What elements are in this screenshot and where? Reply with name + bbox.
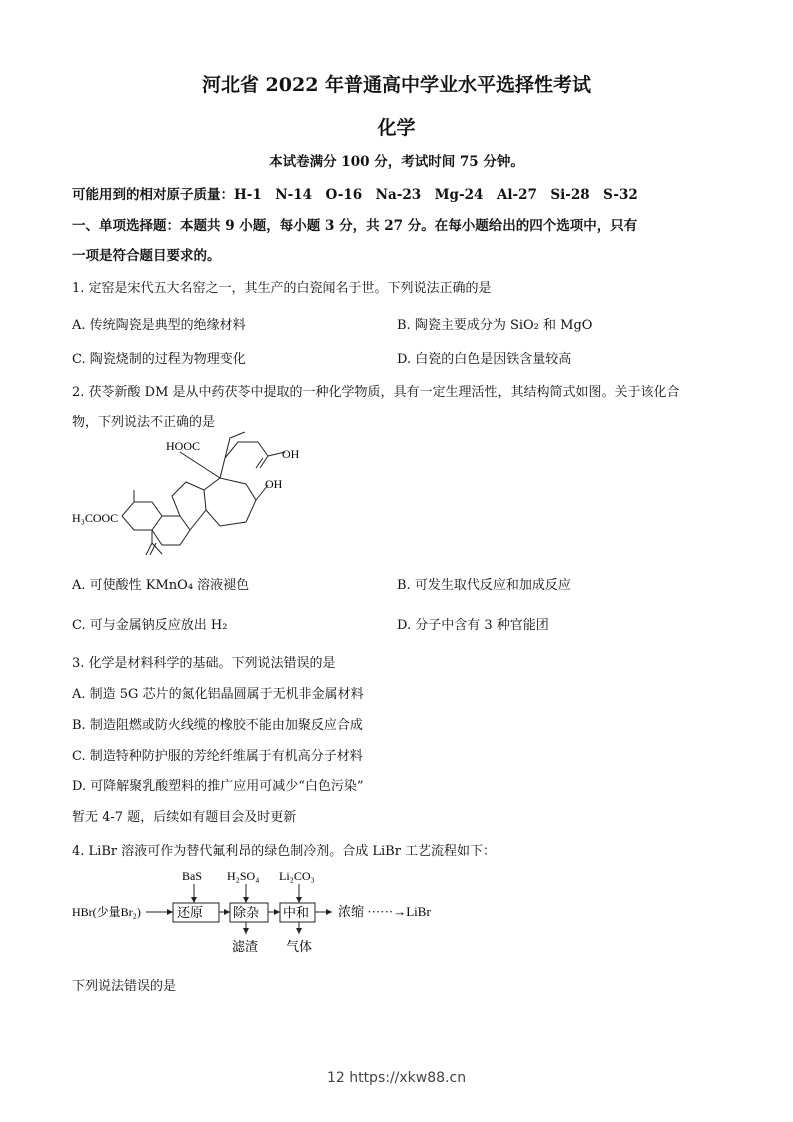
q1-option-c: C. 陶瓷烧制的过程为物理变化	[72, 352, 246, 367]
q2-option-a: A. 可使酸性 KMnO₄ 溶液褪色	[72, 578, 250, 593]
atomic-masses: 可能用到的相对原子质量：H-1 N-14 O-16 Na-23 Mg-24 Al-27 Si-28 S-32	[72, 187, 638, 203]
oh-ring-label: OH	[265, 477, 283, 491]
section-heading-line1: 一、单项选择题：本题共 9 小题，每小题 3 分，共 27 分。在每小题给出的四个选项中，只有	[72, 218, 638, 234]
q3-option-d: D. 可降解聚乳酸塑料的推广应用可减少“白色污染”	[72, 779, 364, 794]
q4-stem: 4. LiBr 溶液可作为替代氟利昂的绿色制冷剂。合成 LiBr 工艺流程如下：	[72, 844, 497, 859]
reagent-h2so4: H₂SO₄	[227, 869, 260, 883]
output-residue: 滤渣	[232, 939, 259, 954]
q1-option-b: B. 陶瓷主要成分为 SiO₂ 和 MgO	[397, 318, 593, 333]
reagent-li2co3: Li₂CO₃	[279, 869, 315, 883]
flow-end-label: 浓缩 ······→LiBr	[338, 904, 431, 919]
q2-option-b: B. 可发生取代反应和加成反应	[397, 578, 571, 593]
hooc-label: HOOC	[166, 439, 201, 453]
structure-diagram	[70, 430, 330, 565]
q2-option-d: D. 分子中含有 3 种官能团	[397, 618, 549, 633]
h3cooc-label: H₃COOC	[72, 511, 119, 525]
flow-start-label: HBr(少量Br₂)	[72, 905, 141, 919]
q3-option-c: C. 制造特种防护服的芳纶纤维属于有机高分子材料	[72, 749, 363, 764]
q3-option-b: B. 制造阻燃或防火线缆的橡胶不能由加聚反应合成	[72, 718, 363, 733]
reagent-bas: BaS	[182, 869, 203, 883]
step-reduce: 还原	[177, 905, 204, 920]
notice-text: 暂无 4-7 题，后续如有题目会及时更新	[72, 810, 297, 825]
step-neutralize: 中和	[283, 905, 310, 920]
q4-tail: 下列说法错误的是	[72, 979, 177, 994]
q2-stem-line1: 2. 茯苓新酸 DM 是从中药茯苓中提取的一种化学物质，具有一定生理活性，其结构简式如图。关于该化合	[72, 385, 680, 400]
q1-option-a: A. 传统陶瓷是典型的绝缘材料	[72, 318, 246, 333]
page-footer: 12 https://xkw88.cn	[326, 1070, 467, 1086]
oh-top-label: OH	[282, 447, 300, 461]
step-purify: 除杂	[233, 905, 260, 920]
subject-title: 化学	[377, 117, 416, 139]
q1-stem: 1. 定窑是宋代五大名窑之一，其生产的白瓷闻名于世。下列说法正确的是	[72, 281, 492, 296]
output-gas: 气体	[286, 939, 313, 954]
exam-info: 本试卷满分 100 分，考试时间 75 分钟。	[269, 154, 524, 170]
q1-option-d: D. 白瓷的白色是因铁含量较高	[397, 352, 572, 367]
q3-stem: 3. 化学是材料科学的基础。下列说法错误的是	[72, 656, 336, 671]
q2-stem-line2: 物，下列说法不正确的是	[72, 415, 216, 430]
exam-title: 河北省 2022 年普通高中学业水平选择性考试	[201, 74, 592, 96]
q2-option-c: C. 可与金属钠反应放出 H₂	[72, 618, 228, 633]
section-heading-line2: 一项是符合题目要求的。	[72, 248, 221, 264]
q3-option-a: A. 制造 5G 芯片的氮化铝晶圆属于无机非金属材料	[72, 687, 364, 702]
process-flow-diagram	[70, 866, 490, 961]
